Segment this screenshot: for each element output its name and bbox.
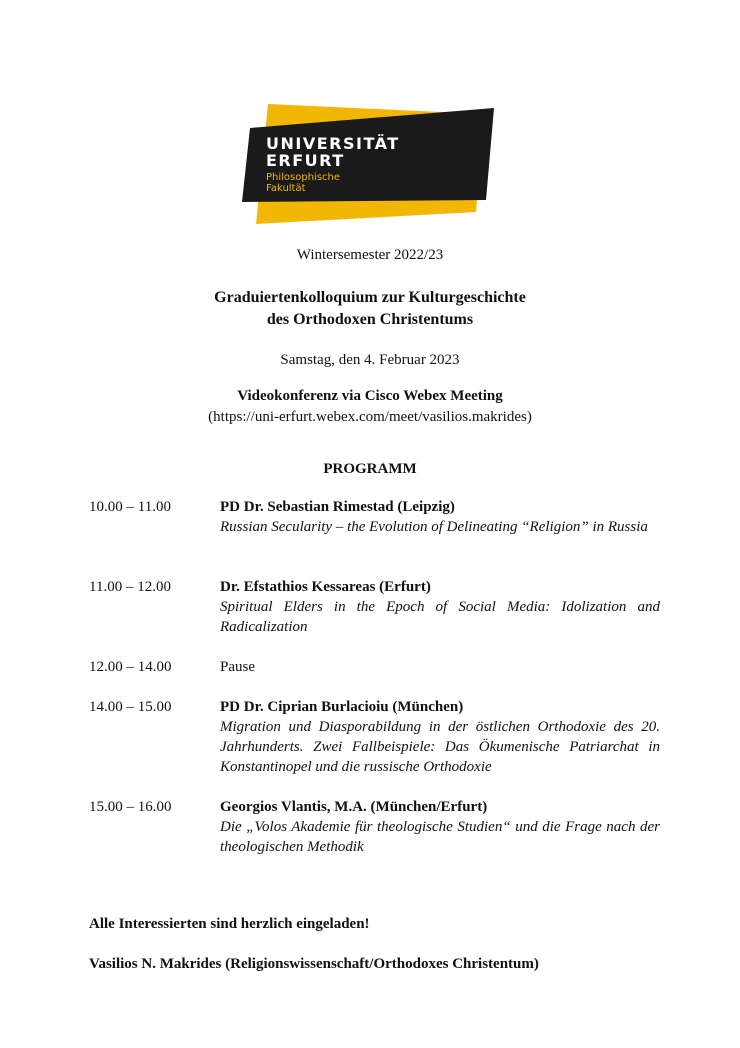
program-pause: Pause: [220, 659, 255, 675]
program-speaker: Dr. Efstathios Kessareas (Erfurt): [220, 579, 431, 595]
program-talk-title: Spiritual Elders in the Epoch of Social Media: Idolization and Radicalization: [220, 599, 660, 635]
program-talk-title: Die „Volos Akademie für theologische Studien“ und die Frage nach der theologischen Methodik: [220, 819, 660, 855]
event-date: Samstag, den 4. Februar 2023: [280, 352, 460, 368]
logo-text-line4: Fakultät: [266, 183, 306, 194]
program-content: [220, 577, 660, 637]
program-content: [220, 657, 660, 677]
title-line-2: des Orthodoxen Christentums: [266, 311, 474, 328]
title-line-1: Graduiertenkolloquium zur Kulturgeschichte: [214, 289, 526, 306]
video-conference: [0, 386, 740, 428]
program-time: 12.00 – 14.00: [89, 659, 172, 675]
logo-text-line1: UNIVERSITÄT: [266, 134, 400, 153]
program-heading: PROGRAMM: [323, 461, 417, 477]
program-speaker: Georgios Vlantis, M.A. (München/Erfurt): [220, 799, 488, 815]
video-conference-title: Videokonferenz via Cisco Webex Meeting: [237, 388, 503, 404]
organizer-text: Vasilios N. Makrides (Religionswissenschaft/Orthodoxes Christentum): [89, 956, 539, 972]
program-content: [220, 697, 660, 777]
video-conference-link[interactable]: (https://uni-erfurt.webex.com/meet/vasilios.makrides): [208, 409, 532, 425]
program-time: 15.00 – 16.00: [89, 799, 172, 815]
program-speaker: PD Dr. Ciprian Burlacioiu (München): [220, 699, 464, 715]
program-content: [220, 797, 660, 857]
page-title: [0, 287, 740, 331]
program-time: 10.00 – 11.00: [89, 499, 171, 515]
invitation-text: Alle Interessierten sind herzlich eingeladen!: [89, 916, 370, 932]
logo-text-line2: ERFURT: [266, 151, 345, 170]
program-time: 11.00 – 12.00: [89, 579, 171, 595]
university-logo: [236, 102, 498, 230]
program-talk-title: Migration und Diasporabildung in der östlichen Orthodoxie des 20. Jahrhunderts. Zwei Fallbeispiele: Das Ökumenische Patriarchat in Konstantinopel und die russische Orthodoxie: [220, 719, 660, 775]
program-time: 14.00 – 15.00: [89, 699, 172, 715]
program-speaker: PD Dr. Sebastian Rimestad (Leipzig): [220, 499, 455, 515]
program-content: [220, 497, 660, 537]
semester: Wintersemester 2022/23: [296, 247, 444, 263]
program-talk-title: Russian Secularity – the Evolution of Delineating “Religion” in Russia: [220, 519, 648, 535]
logo-text-line3: Philosophische: [266, 172, 341, 183]
